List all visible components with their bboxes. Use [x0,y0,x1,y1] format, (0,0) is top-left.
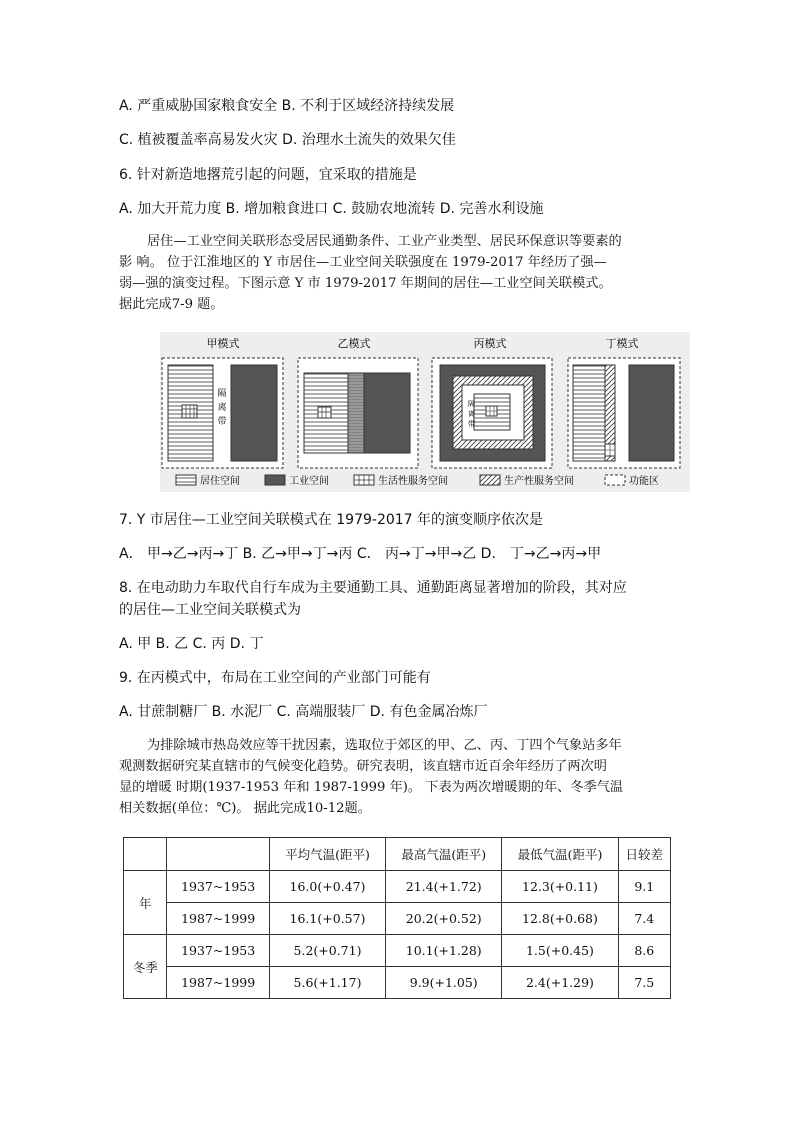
table-row [124,967,671,999]
table-row [124,935,671,967]
table-cell: 2.4(+1.29) [502,967,618,999]
spatial-mode-figure [160,332,690,492]
table-cell: 7.4 [618,903,670,935]
header-cell [124,838,167,871]
panel-ding [568,358,680,468]
table-cell: 1937~1953 [167,871,269,903]
passage-residence-industry [119,231,679,315]
q5-options-line-2: C. 植被覆盖率高易发火灾 D. 治理水土流失的效果欠佳 [119,132,456,148]
buffer-label-jia-3: 带 [217,417,227,427]
table-cell: 1987~1999 [167,967,269,999]
table-cell: 20.2(+0.52) [386,903,502,935]
panel-jia [162,358,283,468]
q8-options: A. 甲 B. 乙 C. 丙 D. 丁 [119,636,264,652]
table-cell: 8.6 [618,935,670,967]
panel-title-bing: 丙模式 [473,337,507,350]
buffer-label-jia-2: 离 [217,403,227,413]
table-cell: 7.5 [618,967,670,999]
panel-title-ding: 丁模式 [605,337,639,350]
legend-swatch-industry [265,475,285,485]
table-row [124,903,671,935]
q7-stem: 7. Y 市居住—工业空间关联模式在 1979-2017 年的演变顺序依次是 [119,512,544,528]
legend-label-function-zone: 功能区 [629,476,659,487]
buffer-label-bing-1: 隔 [468,400,475,408]
table-cell: 5.2(+0.71) [269,935,385,967]
q8-stem-line-2: 的居住—工业空间关联模式为 [119,602,301,618]
temperature-table [123,837,671,999]
panel-title-jia: 甲模式 [206,337,240,350]
passage2-line-1: 为排除城市热岛效应等干扰因素，选取位于郊区的甲、乙、丙、丁四个气象站多年 [147,738,622,753]
passage2-line-4: 相关数据(单位：℃)。 据此完成10-12题。 [119,801,371,816]
table-cell: 9.1 [618,871,670,903]
table-cell: 10.1(+1.28) [386,935,502,967]
header-cell: 最低气温(距平) [502,838,618,871]
q6-stem: 6. 针对新造地撂荒引起的问题，宜采取的措施是 [119,167,417,183]
q9-stem: 9. 在丙模式中，布局在工业空间的产业部门可能有 [119,670,431,686]
passage2-line-2: 观测数据研究某直辖市的气候变化趋势。研究表明，该直辖市近百余年经历了两次明 [119,759,607,774]
table-cell: 1937~1953 [167,935,269,967]
q7-options: A． 甲→乙→丙→丁 B. 乙→甲→丁→丙 C． 丙→丁→甲→乙 D． 丁→乙→丙→甲 [119,546,602,562]
table-cell: 12.3(+0.11) [502,871,618,903]
buffer-label-bing-3: 带 [468,420,475,428]
table-header-row [124,838,671,871]
panel-title-yi: 乙模式 [337,337,371,350]
header-cell [167,838,269,871]
legend-swatch-production-service [480,475,500,485]
row-group-year: 年 [124,871,167,935]
legend-label-residence: 居住空间 [200,476,240,487]
table-cell: 1987~1999 [167,903,269,935]
buffer-label-jia-1: 隔 [217,389,227,399]
table-cell: 16.1(+0.57) [269,903,385,935]
panel-bing [432,358,552,468]
passage1-line-4: 据此完成7-9 题。 [119,297,224,312]
legend-swatch-function-zone [605,475,625,485]
q6-options: A. 加大开荒力度 B. 增加粮食进口 C. 鼓励农地流转 D. 完善水利设施 [119,201,544,217]
table-cell: 1.5(+0.45) [502,935,618,967]
panel-yi [298,358,418,468]
header-cell: 平均气温(距平) [269,838,385,871]
passage-climate [119,735,679,819]
legend-label-production-service: 生产性服务空间 [504,476,574,487]
buffer-label-bing-2: 离 [468,410,475,418]
row-group-winter: 冬季 [124,935,167,999]
table-cell: 5.6(+1.17) [269,967,385,999]
header-cell: 日较差 [618,838,670,871]
passage1-line-3: 弱—强的演变过程。下图示意 Y 市 1979-2017 年期间的居住—工业空间关联模式。 [119,276,612,291]
legend-label-industry: 工业空间 [289,476,329,487]
q8-stem-line-1: 8. 在电动助力车取代自行车成为主要通勤工具、通勤距离显著增加的阶段，其对应 [119,580,627,596]
passage1-line-2: 影 响。 位于江淮地区的 Y 市居住—工业空间关联强度在 1979-2017 年经历了强— [119,255,607,270]
table-cell: 12.8(+0.68) [502,903,618,935]
table-cell: 21.4(+1.72) [386,871,502,903]
table-row [124,871,671,903]
passage1-line-1: 居住—工业空间关联形态受居民通勤条件、工业产业类型、居民环保意识等要素的 [147,234,622,249]
legend-swatch-residence [176,475,196,485]
header-cell: 最高气温(距平) [386,838,502,871]
legend-label-living-service: 生活性服务空间 [378,476,448,487]
table-cell: 9.9(+1.05) [386,967,502,999]
q9-options: A. 甘蔗制糖厂 B. 水泥厂 C. 高端服装厂 D. 有色金属冶炼厂 [119,704,488,720]
table-cell: 16.0(+0.47) [269,871,385,903]
q5-options-line-1: A. 严重威胁国家粮食安全 B. 不利于区域经济持续发展 [119,98,455,114]
passage2-line-3: 显的增暖 时期(1937-1953 年和 1987-1999 年)。 下表为两次增暖期的年、冬季气温 [119,780,624,795]
